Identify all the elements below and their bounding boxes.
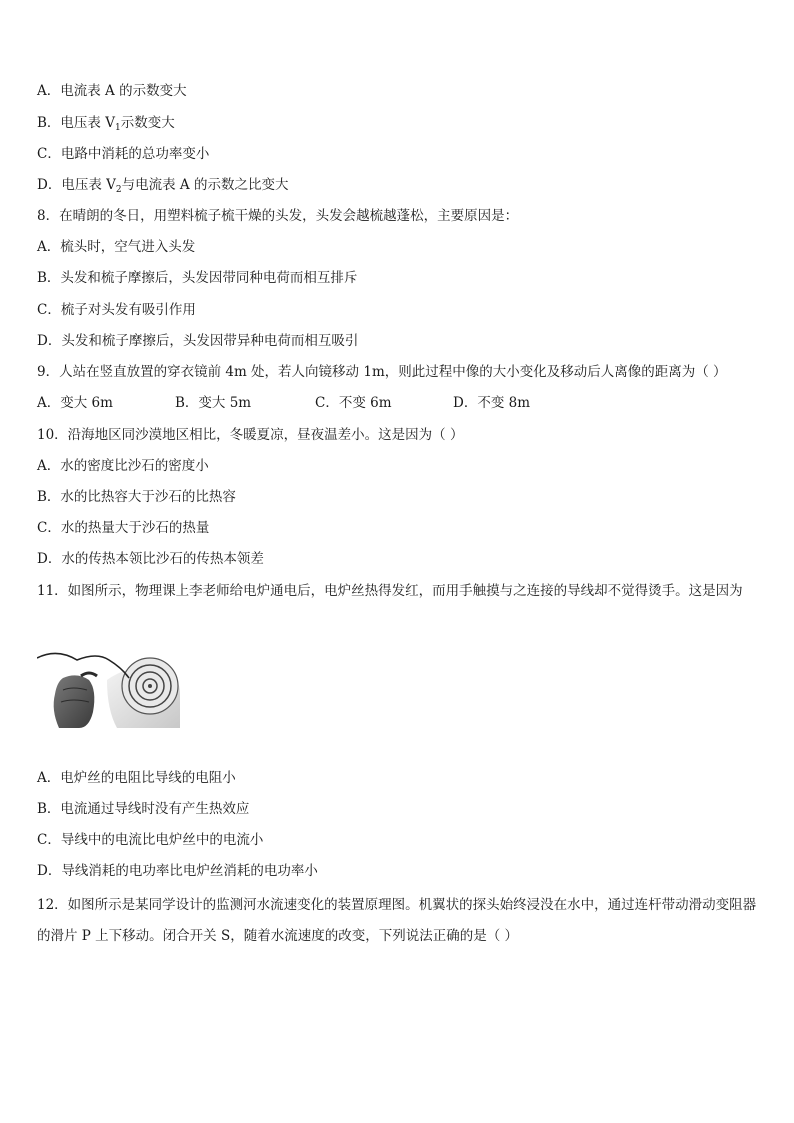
q7-option-b-text: B．电压表 V [37,115,115,131]
q11-option-a: A．电炉丝的电阻比导线的电阻小 [37,770,236,786]
q7-option-b [37,114,175,137]
q10-option-c: C．水的热量大于沙石的热量 [37,520,210,536]
q8-stem: 8．在晴朗的冬日，用塑料梳子梳干燥的头发，头发会越梳越蓬松，主要原因是： [37,208,519,224]
q9-option-a: A．变大 6m [37,395,113,411]
q7-option-d-text: D．电压表 V [37,177,116,193]
q9-option-b: B．变大 5m [175,395,252,411]
q7-option-a: A．电流表 A 的示数变大 [37,83,187,99]
q9-stem: 9．人站在竖直放置的穿衣镜前 4m 处，若人向镜移动 1m，则此过程中像的大小变化及移动后人离像的距离为（ ） [37,364,727,380]
electric-stove-illustration [37,650,180,728]
q11-option-d: D．导线消耗的电功率比电炉丝消耗的电功率小 [37,863,318,879]
q7-option-d-text-end: 与电流表 A 的示数之比变大 [121,177,289,193]
q10-option-d: D．水的传热本领比沙石的传热本领差 [37,551,264,567]
q10-option-b: B．水的比热容大于沙石的比热容 [37,489,236,505]
q11-option-c: C．导线中的电流比电炉丝中的电流小 [37,832,264,848]
q8-option-d: D．头发和梳子摩擦后，头发因带异种电荷而相互吸引 [37,333,359,349]
q9-option-c: C．不变 6m [315,395,392,411]
q7-option-c: C．电路中消耗的总功率变小 [37,146,210,162]
q11-option-b: B．电流通过导线时没有产生热效应 [37,801,250,817]
q12-stem: 12．如图所示是某同学设计的监测河水流速变化的装置原理图。机翼状的探头始终浸没在水中，通过连杆带动滑动变阻器的滑片 P 上下移动。闭合开关 S，随着水流速度的改变，下列说法正确的是（ ） [37,897,757,944]
q8-option-a: A．梳头时，空气进入头发 [37,239,196,255]
q11-stem: 11．如图所示，物理课上李老师给电炉通电后，电炉丝热得发红，而用手触摸与之连接的导线却不觉得烫手。这是因为 [37,583,743,599]
q7-option-b-text-end: 示数变大 [120,115,175,131]
q7-option-d-subscript: 2 [115,185,122,195]
q7-option-d [37,176,288,199]
q9-options [37,394,530,412]
q10-option-a: A．水的密度比沙石的密度小 [37,458,209,474]
q10-stem: 10．沿海地区同沙漠地区相比，冬暖夏凉，昼夜温差小。这是因为（ ） [37,427,464,443]
electric-stove-photo [37,650,180,728]
q8-option-b: B．头发和梳子摩擦后，头发因带同种电荷而相互排斥 [37,270,358,286]
q9-option-d: D．不变 8m [453,395,531,411]
q8-option-c: C．梳子对头发有吸引作用 [37,302,196,318]
q7-option-b-subscript: 1 [114,123,121,133]
